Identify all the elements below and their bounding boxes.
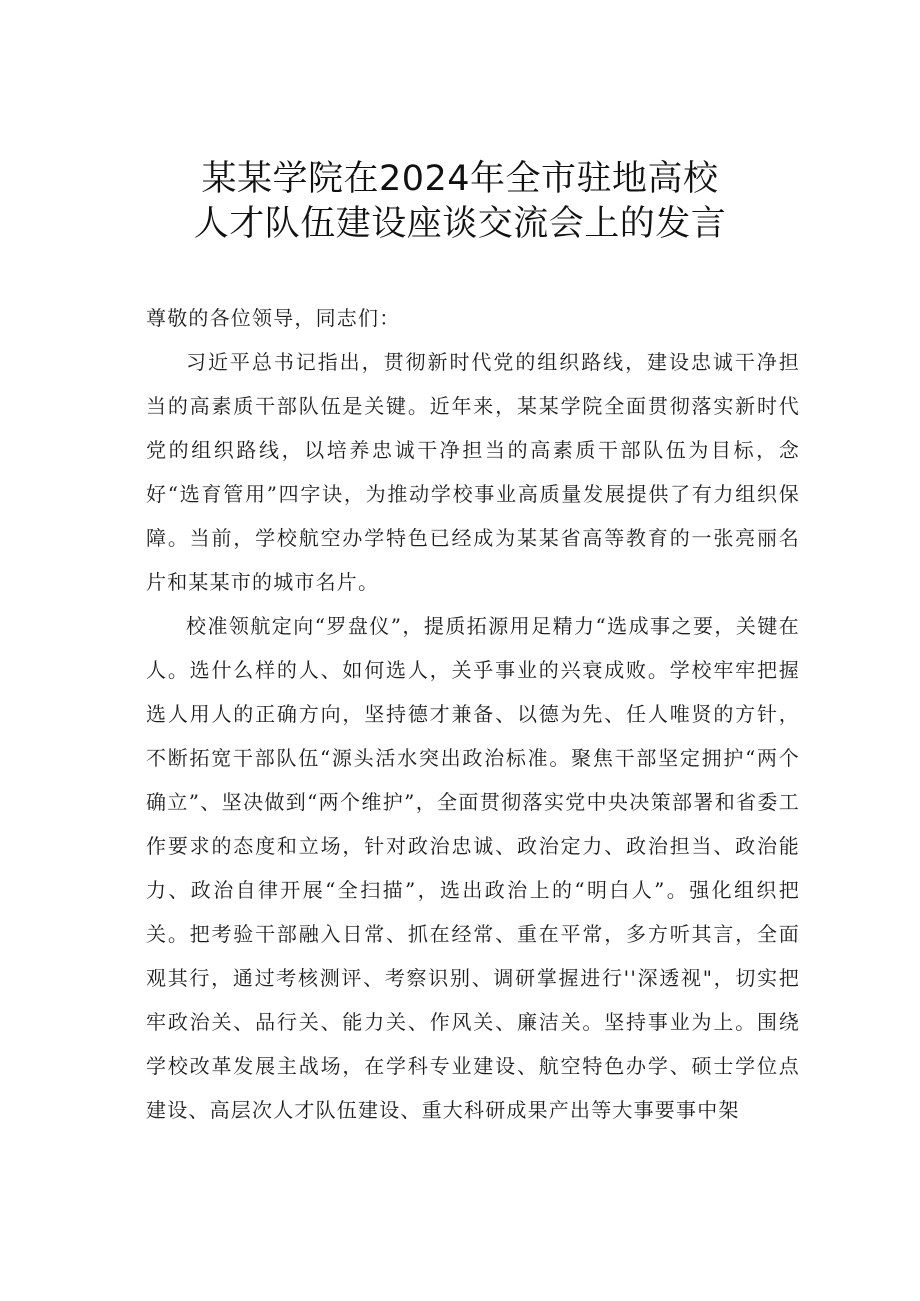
document-body: [146, 340, 800, 1132]
document-title-line-2: 人才队伍建设座谈交流会上的发言: [193, 204, 727, 244]
salutation: 尊敬的各位领导，同志们：: [146, 306, 401, 330]
paragraph-2: 校准领航定向“罗盘仪”，提质拓源用足精力“选成事之要，关键在人。选什么样的人、如何选人，关乎事业的兴衰成败。学校牢牢把握选人用人的正确方向，坚持德才兼备、以德为先、任人唯贤的方针，不断拓宽干部队伍“源头活水突出政治标准。聚焦干部坚定拥护“两个确立”、坚决做到“两个维护”，全面贯彻落实党中央决策部署和省委工作要求的态度和立场，针对政治忠诚、政治定力、政治担当、政治能力、政治自律开展“全扫描”，选出政治上的“明白人”。强化组织把关。把考验干部融入日常、抓在经常、重在平常，多方听其言，全面观其行，通过考核测评、考察识别、调研掌握进行''深透视"，切实把牢政治关、品行关、能力关、作风关、廉洁关。坚持事业为上。围绕学校改革发展主战场，在学科专业建设、航空特色办学、硕士学位点建设、高层次人才队伍建设、重大科研成果产出等大事要事中架: [146, 614, 800, 1122]
paragraph-1: 习近平总书记指出，贯彻新时代党的组织路线，建设忠诚干净担当的高素质干部队伍是关键。近年来，某某学院全面贯彻落实新时代党的组织路线，以培养忠诚干净担当的高素质干部队伍为目标，念好“选育管用”四字诀，为推动学校事业高质量发展提供了有力组织保障。当前，学校航空办学特色已经成为某某省高等教育的一张亮丽名片和某某市的城市名片。: [146, 350, 800, 594]
document-title-line-1: 某某学院在2024年全市驻地高校: [201, 159, 719, 199]
